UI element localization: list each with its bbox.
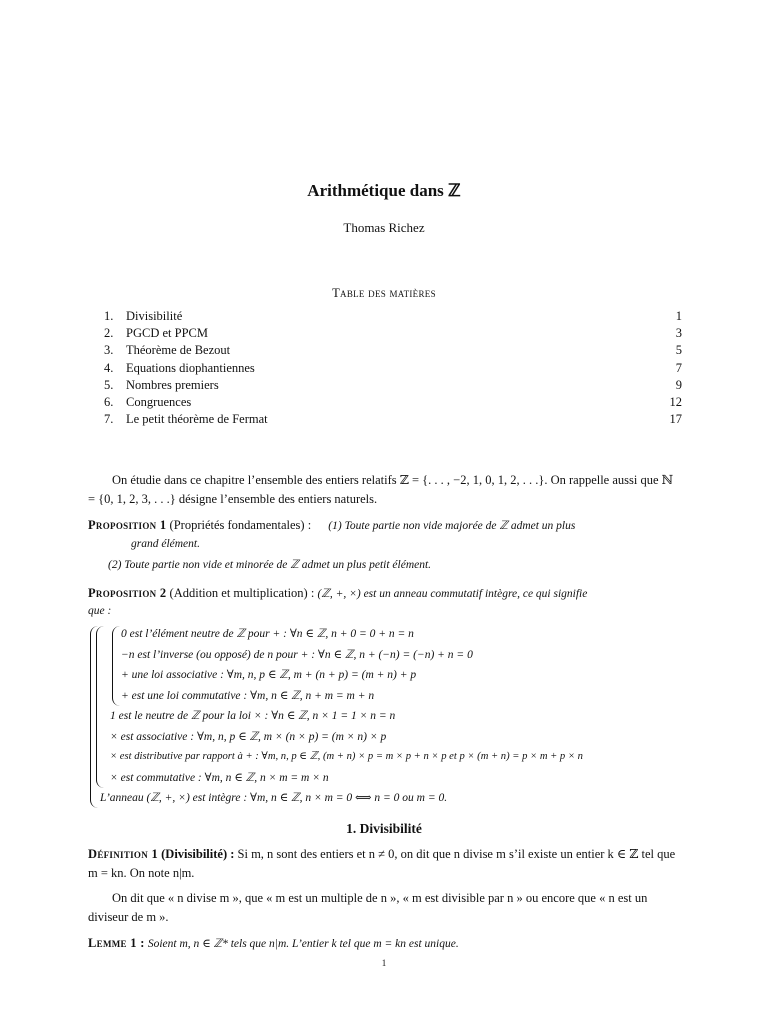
toc-entry-label: Le petit théorème de Fermat bbox=[126, 412, 268, 427]
toc-entry-label: Equations diophantiennes bbox=[126, 360, 255, 375]
toc-entry[interactable] bbox=[104, 342, 682, 359]
proposition-1-label: Proposition 1 bbox=[88, 518, 167, 532]
proposition-1-item-1: (1) Toute partie non vide majorée de ℤ admet un plus bbox=[328, 520, 576, 532]
toc-entry-page: 3 bbox=[675, 326, 682, 341]
toc-entry-label: Théorème de Bezout bbox=[126, 343, 231, 358]
proposition-1-name: (Propriétés fondamentales) : bbox=[169, 518, 312, 532]
toc-entry-page: 5 bbox=[675, 343, 682, 358]
toc-entry-page: 12 bbox=[669, 394, 682, 409]
toc-entry-page: 9 bbox=[675, 377, 682, 392]
page-number: 1 bbox=[381, 958, 387, 968]
table-of-contents bbox=[104, 308, 682, 428]
toc-entry-number: 1. bbox=[104, 309, 114, 323]
toc-entry[interactable] bbox=[104, 411, 682, 428]
ring-property-line: + une loi associative : ∀m, n, p ∈ ℤ, m + (n + p) = (m + n) + p bbox=[121, 669, 417, 681]
proposition-1-item-2: (2) Toute partie non vide et minorée de ℤ admet un plus petit élément. bbox=[108, 559, 432, 571]
ring-property-line: × est distributive par rapport à + : ∀m, n, p ∈ ℤ, (m + n) × p = m × p + n × p et p × (m + n) = p × m + p × n bbox=[110, 751, 583, 762]
toc-entry[interactable] bbox=[104, 325, 682, 342]
proposition-2-statement: (ℤ, +, ×) est un anneau commutatif intègre, ce qui signifie bbox=[317, 588, 588, 600]
ring-property-line: 0 est l’élément neutre de ℤ pour + : ∀n ∈ ℤ, n + 0 = 0 + n = n bbox=[121, 628, 414, 640]
toc-entry[interactable] bbox=[104, 394, 682, 411]
toc-entry-page: 17 bbox=[669, 412, 682, 427]
proposition-2 bbox=[88, 584, 682, 604]
toc-entry-number: 3. bbox=[104, 343, 114, 358]
section-heading: 1. Divisibilité bbox=[346, 821, 422, 836]
lemma-1-label: Lemme 1 : bbox=[88, 936, 145, 950]
toc-heading: Table des matières bbox=[332, 286, 436, 300]
ring-property-line: × est associative : ∀m, n, p ∈ ℤ, m × (n × p) = (m × n) × p bbox=[110, 731, 387, 743]
ring-property-line: × est commutative : ∀m, n ∈ ℤ, n × m = m × n bbox=[110, 772, 329, 784]
toc-entry[interactable] bbox=[104, 308, 682, 325]
ring-property-line: −n est l’inverse (ou opposé) de n pour + : ∀n ∈ ℤ, n + (−n) = (−n) + n = 0 bbox=[121, 649, 473, 661]
definition-1-text: Si m, n sont des entiers et n ≠ 0, on dit que n divise m s’il existe un entier k ∈ ℤ tel que m = kn. On note n|m. bbox=[88, 847, 676, 880]
toc-entry-label: Congruences bbox=[126, 394, 192, 409]
proposition-2-name: (Addition et multiplication) : bbox=[169, 586, 315, 600]
definition-1-name: (Divisibilité) : bbox=[161, 847, 235, 861]
proposition-1-item-1-continuation: grand élément. bbox=[131, 538, 200, 550]
toc-entry-number: 2. bbox=[104, 326, 114, 341]
toc-entry-number: 6. bbox=[104, 394, 114, 409]
ring-property-line: L’anneau (ℤ, +, ×) est intègre : ∀m, n ∈ ℤ, n × m = 0 ⟺ n = 0 ou m = 0. bbox=[100, 792, 448, 804]
author: Thomas Richez bbox=[343, 220, 425, 235]
intro-paragraph: On étudie dans ce chapitre l’ensemble des entiers relatifs ℤ = {. . . , −2, 1, 0, 1, 2, . . .}. On rappelle aussi que ℕ = {0, 1, 2, 3, . . .} désigne l’ensemble des entiers naturels. bbox=[88, 473, 674, 506]
toc-entry-label: Nombres premiers bbox=[126, 377, 219, 392]
definition-1-label: Définition 1 bbox=[88, 847, 159, 861]
proposition-2-label: Proposition 2 bbox=[88, 586, 167, 600]
toc-entry-number: 7. bbox=[104, 412, 114, 427]
toc-entry-label: Divisibilité bbox=[126, 309, 183, 323]
toc-entry-label: PGCD et PPCM bbox=[126, 326, 208, 341]
toc-entry[interactable] bbox=[104, 377, 682, 394]
lemma-1-text: Soient m, n ∈ ℤ* tels que n|m. L’entier k tel que m = kn est unique. bbox=[147, 938, 459, 950]
ring-property-line: 1 est le neutre de ℤ pour la loi × : ∀n ∈ ℤ, n × 1 = 1 × n = n bbox=[110, 710, 396, 722]
toc-entry-page: 1 bbox=[675, 309, 682, 323]
toc-entry[interactable] bbox=[104, 360, 682, 377]
definition-1 bbox=[88, 845, 682, 883]
remark-paragraph: On dit que « n divise m », que « m est un multiple de n », « m est divisible par n » ou encore que « n est un diviseur de m ». bbox=[88, 891, 648, 924]
document-title: Arithmétique dans ℤ bbox=[307, 181, 461, 200]
toc-entry-number: 4. bbox=[104, 360, 114, 375]
lemma-1 bbox=[88, 934, 682, 954]
proposition-1 bbox=[88, 516, 682, 536]
inner-brace bbox=[112, 626, 121, 706]
toc-entry-number: 5. bbox=[104, 377, 114, 392]
proposition-2-statement-continuation: que : bbox=[88, 605, 112, 617]
toc-entry-page: 7 bbox=[675, 360, 682, 375]
ring-property-line: + est une loi commutative : ∀m, n ∈ ℤ, n + m = m + n bbox=[121, 690, 375, 702]
middle-brace bbox=[96, 626, 105, 788]
